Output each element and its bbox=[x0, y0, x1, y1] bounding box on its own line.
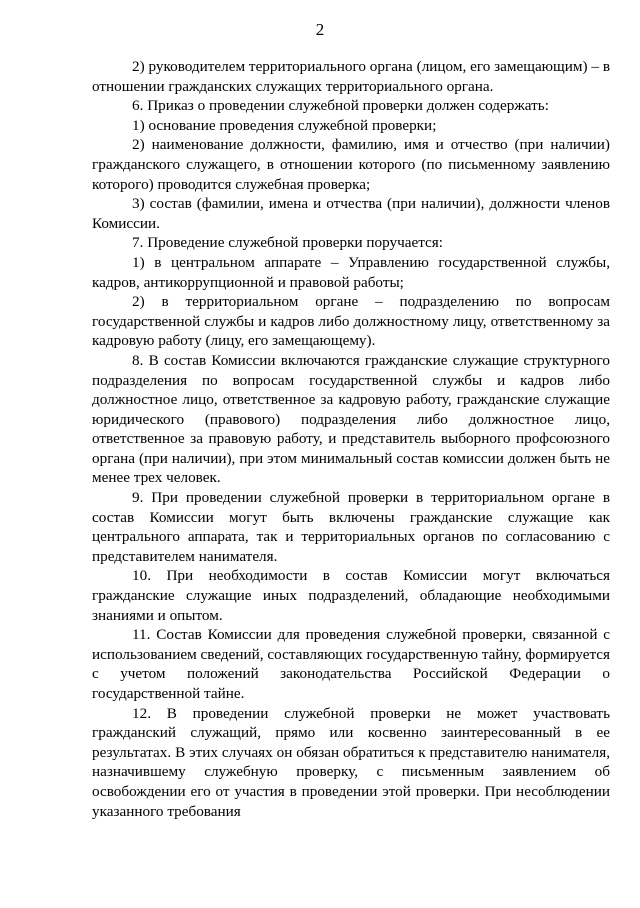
paragraph-10: 10. При необходимости в состав Комиссии могут включаться гражданские служащие иных подразделений, обладающие необходимыми знаниями и опытом. bbox=[92, 567, 610, 624]
paragraph-6-1: 1) основание проведения служебной проверки; bbox=[132, 116, 437, 134]
paragraph-7-2: 2) в территориальном органе – подразделению по вопросам государственной службы и кадров либо должностному лицу, ответственному за кадровую работу (лицу, его замещающему). bbox=[92, 293, 610, 350]
paragraph-11: 11. Состав Комиссии для проведения служебной проверки, связанной с использованием сведений, составляющих государственную тайну, формируется с учетом положений законодательства Российской Федерации о государственной тайне. bbox=[92, 626, 610, 702]
paragraph-6-3: 3) состав (фамилии, имена и отчества (при наличии), должности членов Комиссии. bbox=[92, 195, 610, 232]
page-number: 2 bbox=[315, 20, 325, 39]
document-body bbox=[92, 57, 610, 821]
paragraph-12: 12. В проведении служебной проверки не может участвовать гражданский служащий, прямо или косвенно заинтересованный в ее результатах. В этих случаях он обязан обратиться к представителю нанимателя, назначившему служебную проверку, с письменным заявлением об освобождении его от участия в проведении этой проверки. При несоблюдении указанного требования bbox=[92, 704, 610, 820]
paragraph-6-2: 2) наименование должности, фамилию, имя и отчество (при наличии) гражданского служащего, в отношении которого (по письменному заявлению которого) проводится служебная проверка; bbox=[92, 136, 610, 193]
paragraph-9: 9. При проведении служебной проверки в территориальном органе в состав Комиссии могут быть включены гражданские служащие как центрального аппарата, так и территориальных органов по согласованию с представителем нанимателя. bbox=[92, 489, 610, 565]
paragraph-5-2: 2) руководителем территориального органа (лицом, его замещающим) – в отношении гражданских служащих территориального органа. bbox=[92, 58, 610, 95]
paragraph-6: 6. Приказ о проведении служебной проверки должен содержать: bbox=[132, 97, 549, 115]
paragraph-7-1: 1) в центральном аппарате – Управлению государственной службы, кадров, антикоррупционной и правовой работы; bbox=[92, 253, 610, 291]
paragraph-7: 7. Проведение служебной проверки поручается: bbox=[132, 234, 443, 252]
paragraph-8: 8. В состав Комиссии включаются гражданские служащие структурного подразделения по вопросам государственной службы и кадров либо должностное лицо, ответственное за кадровую работу, гражданские служащие юридического (правового) подразделения либо должностное лицо, ответственное за правовую работу, и представитель выборного профсоюзного органа (при наличии), при этом минимальный состав комиссии должен быть не менее трех человек. bbox=[92, 351, 610, 487]
